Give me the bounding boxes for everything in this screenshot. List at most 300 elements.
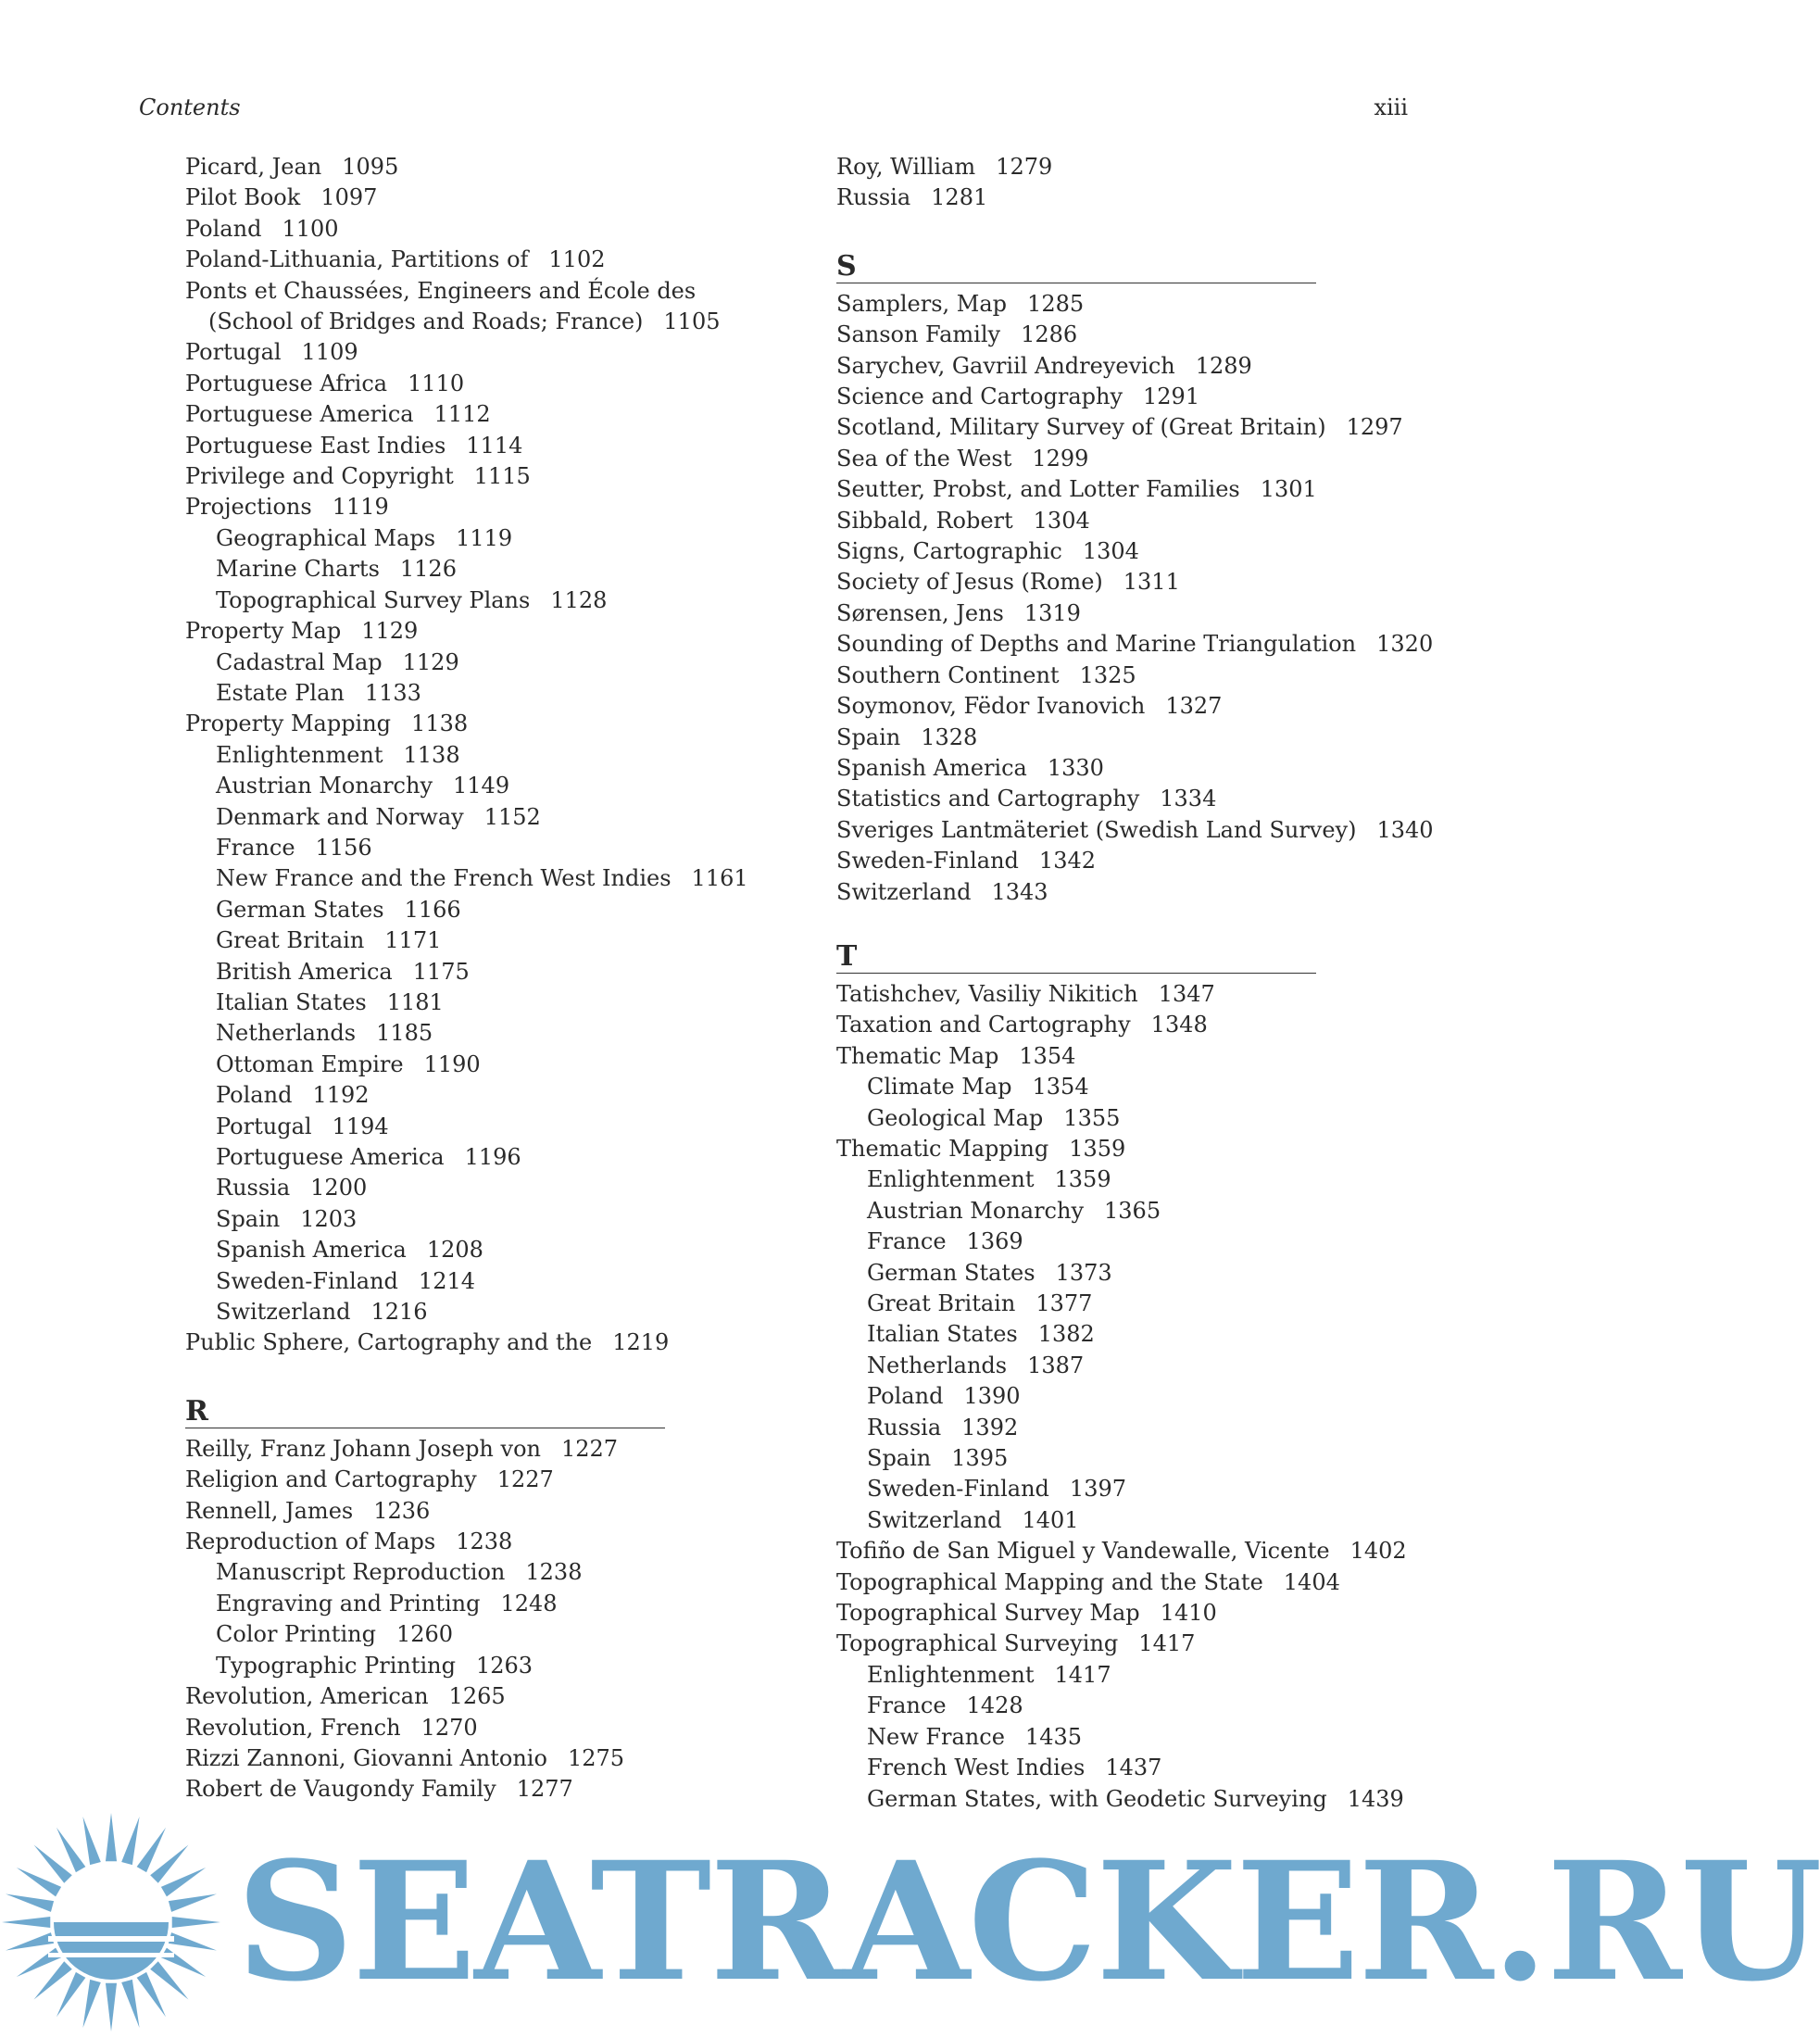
entry-title: Austrian Monarchy — [216, 773, 433, 799]
entry-title: Revolution, French — [185, 1714, 401, 1741]
entry-page-number: 1401 — [1022, 1506, 1079, 1533]
toc-entry — [836, 567, 1392, 598]
entry-title: Poland-Lithuania, Partitions of — [185, 246, 529, 273]
toc-subentry — [185, 1235, 741, 1265]
entry-title: Soymonov, Fëdor Ivanovich — [836, 693, 1146, 720]
entry-page-number: 1260 — [395, 1621, 454, 1648]
entry-page-number: 1327 — [1165, 693, 1223, 720]
entry-page-number: 1417 — [1138, 1630, 1196, 1657]
toc-entry — [836, 1536, 1407, 1566]
entry-page-number: 1397 — [1069, 1476, 1126, 1503]
entry-title: Rizzi Zannoni, Giovanni Antonio — [185, 1744, 547, 1771]
watermark — [0, 1806, 1820, 2038]
entry-page-number: 1342 — [1038, 848, 1096, 874]
entry-title: Denmark and Norway — [216, 803, 464, 830]
entry-page-number: 1428 — [966, 1692, 1023, 1719]
entry-page-number: 1115 — [473, 463, 531, 490]
toc-entry — [836, 723, 1392, 753]
entry-title: Spanish America — [216, 1237, 407, 1264]
entry-title: Pilot Book — [185, 184, 301, 211]
toc-subentry — [836, 1660, 1392, 1691]
entry-page-number: 1129 — [402, 648, 459, 675]
sun-ray — [161, 1868, 206, 1896]
entry-page-number: 1365 — [1104, 1197, 1161, 1224]
entry-title: Reilly, Franz Johann Joseph von — [185, 1435, 541, 1462]
right-column — [836, 152, 1434, 1815]
entry-title: Poland — [867, 1383, 944, 1410]
toc-subentry — [836, 1505, 1392, 1536]
entry-page-number: 1354 — [1019, 1042, 1076, 1069]
entry-title: New France — [867, 1723, 1005, 1750]
entry-title: Science and Cartography — [836, 384, 1123, 410]
entry-title: Portuguese America — [216, 1144, 445, 1170]
toc-subentry — [836, 1072, 1392, 1102]
toc-entry — [836, 1010, 1392, 1040]
toc-subentry — [185, 802, 741, 833]
entry-page-number: 1330 — [1047, 754, 1104, 781]
toc-entry — [185, 1465, 741, 1495]
sun-ray — [34, 1961, 72, 1999]
entry-page-number: 1181 — [386, 988, 444, 1015]
sun-ray — [106, 1983, 117, 2032]
entry-page-number: 1286 — [1021, 321, 1078, 348]
toc-entry — [185, 1743, 741, 1774]
entry-title: Engraving and Printing — [216, 1590, 481, 1617]
entry-title: Tofiño de San Miguel y Vandewalle, Vicente — [836, 1538, 1330, 1565]
toc-subentry — [836, 1227, 1392, 1257]
sun-ray — [17, 1948, 61, 1977]
toc-subentry — [185, 1173, 741, 1203]
toc-subentry — [836, 1443, 1392, 1474]
entry-title: France — [867, 1228, 947, 1255]
sun-ray — [106, 1813, 117, 1861]
toc-entry — [185, 1527, 741, 1557]
sun-ray — [17, 1868, 61, 1896]
section-spacer — [836, 214, 1392, 251]
entry-title: Topographical Survey Plans — [216, 586, 531, 613]
toc-subentry — [836, 1753, 1392, 1783]
entry-page-number: 1359 — [1054, 1166, 1111, 1193]
toc-entry — [836, 815, 1434, 846]
entry-title: Samplers, Map — [836, 290, 1008, 317]
entry-title: Italian States — [867, 1321, 1018, 1348]
entry-page-number: 1297 — [1346, 414, 1403, 441]
entry-title: France — [216, 834, 295, 861]
entry-title: Property Mapping — [185, 711, 392, 737]
entry-list-p — [185, 152, 748, 1359]
entry-title: Portuguese Africa — [185, 370, 388, 396]
entry-title: Typographic Printing — [216, 1652, 456, 1679]
entry-page-number: 1347 — [1158, 980, 1215, 1007]
toc-subentry — [185, 1112, 741, 1142]
entry-page-number: 1395 — [951, 1445, 1009, 1472]
entry-title: Geographical Maps — [216, 524, 436, 551]
entry-page-number: 1128 — [550, 586, 608, 613]
entry-list-r-continued — [836, 152, 1392, 214]
entry-title: Picard, Jean — [185, 154, 322, 180]
toc-subentry — [836, 1164, 1392, 1195]
entry-list-s — [836, 289, 1434, 908]
section-heading-s: S — [836, 251, 1316, 283]
entry-page-number: 1219 — [612, 1329, 670, 1356]
toc-entry — [836, 691, 1392, 722]
entry-page-number: 1263 — [475, 1652, 533, 1679]
entry-title: Climate Map — [867, 1074, 1012, 1101]
entry-page-number: 1382 — [1037, 1321, 1095, 1348]
entry-page-number: 1387 — [1027, 1352, 1085, 1378]
sun-ray — [121, 1980, 139, 2028]
entry-title: Spain — [836, 723, 901, 750]
toc-subentry — [836, 1351, 1392, 1381]
toc-entry — [185, 152, 741, 182]
entry-page-number: 1133 — [364, 679, 421, 706]
entry-title: Switzerland — [836, 878, 972, 905]
watermark-text: SEATRACKER.RU — [236, 1826, 1820, 2018]
sun-ray — [56, 1828, 85, 1872]
entry-title: Color Printing — [216, 1621, 376, 1648]
entry-page-number: 1304 — [1082, 538, 1139, 565]
entry-title: Signs, Cartographic — [836, 538, 1062, 565]
toc-entry — [185, 399, 741, 430]
toc-entry — [185, 1774, 741, 1805]
sun-ray — [169, 1893, 217, 1911]
entry-title: Reproduction of Maps — [185, 1528, 436, 1555]
toc-entry — [185, 1327, 741, 1358]
entry-title: Portugal — [185, 339, 282, 366]
toc-entry — [185, 369, 741, 399]
entry-title: Sanson Family — [836, 321, 1001, 348]
toc-entry — [836, 1134, 1392, 1164]
entry-page-number: 1114 — [466, 432, 523, 459]
toc-subentry — [836, 1413, 1392, 1443]
entry-page-number: 1410 — [1160, 1600, 1217, 1627]
entry-page-number: 1277 — [516, 1776, 573, 1803]
toc-entry — [836, 846, 1392, 876]
entry-page-number: 1138 — [403, 741, 460, 768]
toc-subentry — [185, 648, 741, 678]
entry-page-number: 1238 — [456, 1528, 513, 1555]
entry-page-number: 1390 — [963, 1383, 1021, 1410]
entry-title: Switzerland — [216, 1299, 351, 1326]
sun-ray — [82, 1817, 100, 1865]
toc-subentry — [836, 1319, 1392, 1350]
entry-page-number: 1325 — [1079, 661, 1136, 688]
sun-ray — [2, 1917, 50, 1928]
entry-page-number: 1334 — [1160, 786, 1217, 812]
entry-page-number: 1340 — [1376, 816, 1434, 843]
entry-title: Rennell, James — [185, 1497, 354, 1524]
entry-page-number: 1301 — [1260, 476, 1317, 503]
entry-page-number: 1126 — [399, 556, 457, 583]
entry-title: Sounding of Depths and Marine Triangulation — [836, 631, 1357, 658]
entry-page-number: 1439 — [1347, 1785, 1404, 1812]
entry-title: Topographical Surveying — [836, 1630, 1119, 1657]
toc-entry — [836, 877, 1392, 908]
entry-page-number: 1149 — [453, 773, 510, 799]
toc-entry — [185, 1681, 741, 1712]
toc-subentry — [836, 1722, 1392, 1753]
entry-title: Sweden-Finland — [836, 848, 1019, 874]
toc-entry — [836, 979, 1392, 1010]
entry-page-number: 1171 — [384, 927, 442, 954]
entry-title: Revolution, American — [185, 1683, 429, 1710]
toc-subentry — [836, 1196, 1392, 1227]
entry-title: Italian States — [216, 988, 367, 1015]
entry-title: Spain — [216, 1205, 281, 1232]
entry-title: British America — [216, 958, 393, 985]
entry-page-number: 1112 — [433, 401, 491, 428]
toc-entry — [836, 506, 1392, 536]
entry-title: Ponts et Chaussées, Engineers and École des (School of Bridges and Roads; France) — [185, 277, 697, 335]
toc-subentry — [185, 1297, 741, 1327]
toc-entry — [836, 784, 1392, 814]
entry-page-number: 1299 — [1032, 445, 1089, 472]
entry-title: Geological Map — [867, 1104, 1044, 1131]
entry-title: Spanish America — [836, 754, 1027, 781]
entry-page-number: 1097 — [320, 184, 378, 211]
toc-entry — [185, 492, 741, 522]
entry-title: Seutter, Probst, and Lotter Families — [836, 476, 1240, 503]
toc-entry — [836, 351, 1392, 382]
sun-ray — [121, 1817, 139, 1865]
entry-page-number: 1214 — [418, 1267, 475, 1294]
entry-title: German States — [867, 1259, 1036, 1286]
entry-page-number: 1200 — [310, 1175, 368, 1201]
entry-title: Sibbald, Robert — [836, 507, 1013, 534]
entry-title: Taxation and Cartography — [836, 1012, 1131, 1038]
toc-entry — [185, 214, 741, 245]
toc-entry — [185, 616, 741, 647]
entry-title: Enlightenment — [867, 1166, 1035, 1193]
entry-title: Projections — [185, 494, 312, 521]
entry-page-number: 1328 — [921, 723, 978, 750]
entry-title: Topographical Survey Map — [836, 1600, 1140, 1627]
entry-title: Topographical Mapping and the State — [836, 1568, 1263, 1595]
entry-title: Russia — [867, 1414, 942, 1440]
toc-entry — [836, 474, 1392, 505]
toc-subentry — [185, 740, 741, 771]
entry-page-number: 1208 — [426, 1237, 483, 1264]
entry-page-number: 1291 — [1143, 384, 1200, 410]
entry-title: Russia — [836, 184, 911, 211]
toc-entry — [836, 444, 1392, 474]
toc-entry — [836, 182, 1392, 213]
entry-page-number: 1190 — [423, 1050, 481, 1077]
entry-list-t — [836, 979, 1407, 1815]
entry-page-number: 1265 — [448, 1683, 506, 1710]
entry-page-number: 1248 — [500, 1590, 558, 1617]
entry-title: Scotland, Military Survey of (Great Britain) — [836, 414, 1326, 441]
sun-ray — [161, 1948, 206, 1977]
entry-title: German States, with Geodetic Surveying — [867, 1785, 1327, 1812]
entry-title: New France and the French West Indies — [216, 865, 672, 892]
toc-entry — [836, 152, 1392, 182]
entry-page-number: 1281 — [931, 184, 988, 211]
entry-title: Cadastral Map — [216, 648, 383, 675]
entry-title: German States — [216, 896, 384, 923]
toc-subentry — [185, 678, 741, 709]
toc-subentry — [185, 1589, 741, 1619]
toc-entry — [185, 276, 741, 338]
entry-title: Enlightenment — [867, 1661, 1035, 1688]
left-column — [185, 152, 748, 1805]
toc-subentry — [185, 1204, 741, 1235]
entry-page-number: 1238 — [525, 1559, 583, 1586]
entry-title: Public Sphere, Cartography and the — [185, 1329, 593, 1356]
entry-page-number: 1156 — [315, 834, 372, 861]
entry-title: Sveriges Lantmäteriet (Swedish Land Survey) — [836, 816, 1357, 843]
entry-title: Roy, William — [836, 154, 976, 180]
sun-ray — [82, 1980, 100, 2028]
running-head-title: Contents — [139, 94, 241, 120]
entry-page-number: 1369 — [966, 1228, 1023, 1255]
sun-ray — [137, 1828, 166, 1872]
entry-title: French West Indies — [867, 1755, 1086, 1781]
entry-title: Property Map — [185, 618, 342, 645]
entry-page-number: 1192 — [312, 1082, 370, 1109]
entry-title: Manuscript Reproduction — [216, 1559, 506, 1586]
sun-ray — [137, 1972, 166, 2017]
entry-title: Austrian Monarchy — [867, 1197, 1085, 1224]
toc-entry — [185, 182, 741, 213]
entry-page-number: 1348 — [1150, 1012, 1208, 1038]
sun-ray — [6, 1893, 54, 1911]
toc-entry — [836, 629, 1434, 660]
entry-title: Estate Plan — [216, 679, 345, 706]
entry-page-number: 1319 — [1023, 599, 1081, 626]
entry-page-number: 1152 — [483, 803, 541, 830]
entry-page-number: 1203 — [300, 1205, 358, 1232]
entry-page-number: 1095 — [342, 154, 399, 180]
entry-page-number: 1109 — [301, 339, 358, 366]
entry-page-number: 1437 — [1105, 1755, 1162, 1781]
section-heading-t: T — [836, 941, 1316, 974]
entry-page-number: 1138 — [411, 711, 469, 737]
toc-entry — [836, 1598, 1392, 1629]
entry-title: Russia — [216, 1175, 291, 1201]
entry-title: Marine Charts — [216, 556, 380, 583]
section-heading-r: R — [185, 1396, 665, 1428]
toc-subentry — [185, 1080, 741, 1111]
toc-entry — [836, 289, 1392, 320]
toc-entry — [836, 1567, 1392, 1598]
entry-title: Thematic Map — [836, 1042, 999, 1069]
entry-title: Sørensen, Jens — [836, 599, 1004, 626]
entry-page-number: 1166 — [404, 896, 461, 923]
toc-entry — [836, 1629, 1392, 1659]
toc-subentry — [185, 1142, 741, 1173]
toc-entry — [836, 320, 1392, 350]
entry-page-number: 1377 — [1036, 1290, 1093, 1316]
entry-title: Sea of the West — [836, 445, 1012, 472]
toc-subentry — [185, 554, 741, 585]
entry-page-number: 1102 — [548, 246, 606, 273]
entry-page-number: 1392 — [961, 1414, 1019, 1440]
entry-title: Sweden-Finland — [216, 1267, 398, 1294]
entry-title: Great Britain — [867, 1290, 1016, 1316]
toc-subentry — [836, 1381, 1392, 1412]
toc-entry — [185, 1496, 741, 1527]
entry-page-number: 1373 — [1055, 1259, 1112, 1286]
sun-icon — [0, 1806, 241, 2038]
toc-entry — [836, 1041, 1392, 1072]
toc-entry — [185, 337, 741, 368]
entry-page-number: 1279 — [996, 154, 1053, 180]
entry-page-number: 1227 — [496, 1466, 554, 1493]
toc-subentry — [185, 925, 741, 956]
toc-entry — [836, 660, 1392, 691]
toc-entry — [185, 709, 741, 739]
entry-page-number: 1194 — [332, 1113, 389, 1139]
toc-subentry — [185, 1050, 741, 1080]
toc-subentry — [185, 771, 741, 801]
toc-entry — [836, 412, 1403, 443]
entry-page-number: 1270 — [420, 1714, 478, 1741]
entry-title: Tatishchev, Vasiliy Nikitich — [836, 980, 1138, 1007]
entry-page-number: 1100 — [282, 215, 339, 242]
entry-title: France — [867, 1692, 947, 1719]
entry-page-number: 1304 — [1033, 507, 1090, 534]
sun-ray — [172, 1917, 220, 1928]
toc-subentry — [185, 895, 741, 925]
running-head — [139, 94, 1408, 120]
sun-ray — [6, 1932, 54, 1950]
entry-title: Statistics and Cartography — [836, 786, 1140, 812]
entry-title: Ottoman Empire — [216, 1050, 404, 1077]
entry-title: Southern Continent — [836, 661, 1060, 688]
entry-title: Religion and Cartography — [185, 1466, 477, 1493]
toc-entry — [836, 753, 1392, 784]
toc-entry — [836, 598, 1392, 629]
entry-title: Portuguese America — [185, 401, 414, 428]
toc-entry — [185, 431, 741, 461]
toc-subentry — [185, 1619, 741, 1650]
entry-page-number: 1185 — [376, 1020, 433, 1047]
sun-ray — [150, 1961, 188, 1999]
sun-ray — [150, 1845, 188, 1883]
entry-page-number: 1129 — [361, 618, 419, 645]
entry-title: Portugal — [216, 1113, 312, 1139]
entry-page-number: 1435 — [1024, 1723, 1082, 1750]
section-spacer — [185, 1359, 741, 1396]
sun-ray — [56, 1972, 85, 2017]
toc-entry — [185, 1713, 741, 1743]
entry-title: Poland — [216, 1082, 293, 1109]
entry-page-number: 1311 — [1123, 569, 1180, 596]
entry-title: Switzerland — [867, 1506, 1002, 1533]
entry-title: Netherlands — [867, 1352, 1008, 1378]
toc-subentry — [185, 1266, 741, 1297]
entry-title: Netherlands — [216, 1020, 357, 1047]
entry-title: Spain — [867, 1445, 932, 1472]
toc-subentry — [836, 1103, 1392, 1134]
entry-page-number: 1320 — [1376, 631, 1434, 658]
entry-page-number: 1354 — [1032, 1074, 1089, 1101]
toc-entry — [185, 461, 741, 492]
entry-title: Privilege and Copyright — [185, 463, 454, 490]
page-number: xiii — [1374, 94, 1408, 120]
entry-title: Society of Jesus (Rome) — [836, 569, 1103, 596]
toc-subentry — [185, 585, 741, 616]
toc-subentry — [185, 863, 748, 894]
entry-title: Sarychev, Gavriil Andreyevich — [836, 352, 1175, 379]
entry-page-number: 1285 — [1027, 290, 1085, 317]
entry-page-number: 1110 — [408, 370, 465, 396]
entry-title: Enlightenment — [216, 741, 383, 768]
entry-page-number: 1119 — [456, 524, 513, 551]
toc-subentry — [185, 1018, 741, 1049]
toc-entry — [185, 1434, 741, 1465]
